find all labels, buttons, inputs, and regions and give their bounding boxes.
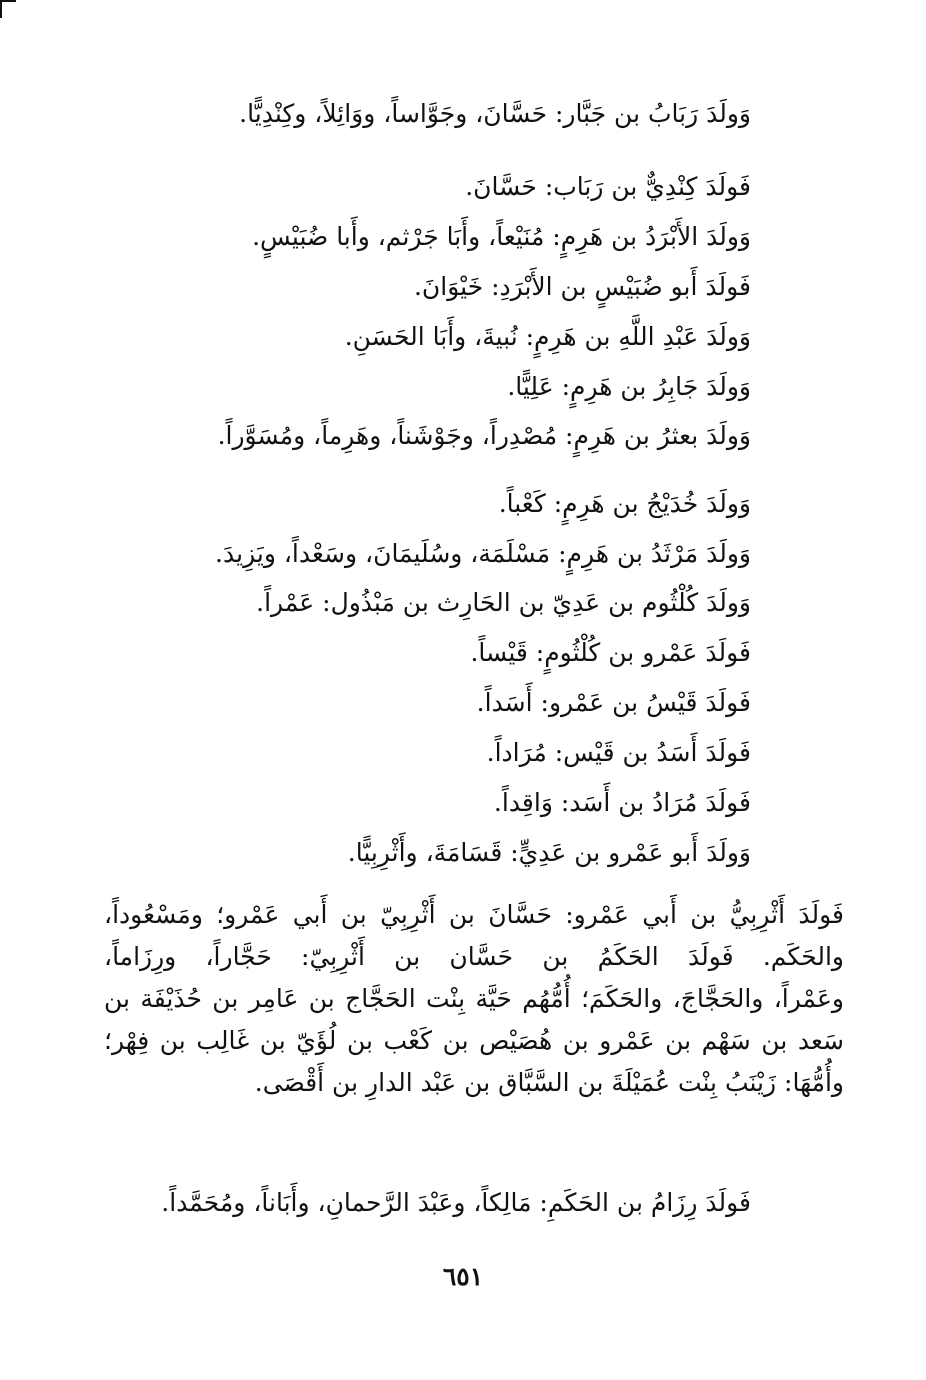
paragraph-line: سَعد بن سَهْم بن عَمْرو بن هُصَيْص بن كَعْب بن لُؤَيّ بن غَالِب بن فِهْر؛ bbox=[104, 1026, 844, 1055]
genealogy-line: وَولَدَ جَابِرُ بن هَرِمٍ: عَلِيًّا. bbox=[507, 372, 751, 401]
genealogy-line: وَولَدَ بعثرُ بن هَرِمٍ: مُصْدِراً، وجَوْشَناً، وهَرِماً، ومُسَوَّراً. bbox=[217, 421, 751, 450]
genealogy-line: فَولَدَ قَيْسُ بن عَمْرو: أَسَداً. bbox=[476, 688, 751, 717]
paragraph-line: وعَمْراً، والحَجَّاجَ، والحَكَمَ؛ أُمُّهُم حَيَّة بِنْت الحَجَّاج بن عَامِر بن حُذَيْفَة بن bbox=[104, 984, 844, 1013]
genealogy-line: فَولَدَ عَمْرو بن كُلْثُومٍ: قَيْساً. bbox=[470, 638, 751, 667]
paragraph-line: فَولَدَ أَثْرِبِيُّ بن أَبي عَمْرو: حَسَّانَ بن أَثْرِبِيّ بن أَبي عَمْرو؛ ومَسْعُوداً، bbox=[104, 900, 844, 929]
paragraph-line: والحَكَم. فَولَدَ الحَكَمُ بن حَسَّان بن أَثْرِبِيّ: حَجَّاراً، ورِزَاماً، bbox=[104, 942, 844, 971]
genealogy-line: فَولَدَ كِنْدِيٌّ بن رَبَاب: حَسَّانَ. bbox=[465, 172, 751, 201]
corner-crop-mark bbox=[0, 0, 16, 18]
genealogy-line: وَولَدَ رَبَابُ بن جَبَّار: حَسَّانَ، وجَوَّاساً، ووَائِلاً، وكِنْدِيًّا. bbox=[239, 99, 751, 128]
genealogy-paragraph bbox=[104, 894, 844, 1104]
genealogy-line: فَولَدَ أَسَدُ بن قَيْس: مُرَاداً. bbox=[486, 738, 751, 767]
genealogy-line: وَولَدَ الأَبْرَدُ بن هَرِمٍ: مُنَيْعاً، وأَبَا جَرْثم، وأَبا ضُبَيْسٍ. bbox=[252, 222, 751, 251]
genealogy-line: وَولَدَ مَرْثَدُ بن هَرِمٍ: مَسْلَمَة، وسُلَيمَانَ، وسَعْداً، ويَزِيدَ. bbox=[215, 539, 751, 568]
genealogy-line: وَولَدَ عَبْدِ اللَّهِ بن هَرِمٍ: نُبيةَ، وأَبَا الحَسَنِ. bbox=[344, 322, 751, 351]
paragraph-line: وأُمُّهَا: زَيْنَبُ بِنْت عُمَيْلَةَ بن السَّبَّاق بن عَبْد الدارِ بن أَقْصَى. bbox=[254, 1068, 844, 1097]
genealogy-line: وَولَدَ أَبو عَمْرو بن عَدِيٍّ: قَسَامَةَ، وأَثْرِبِيًّا. bbox=[347, 838, 751, 867]
genealogy-line: وَولَدَ كُلْثُوم بن عَدِيّ بن الحَارِث بن مَبْذُول: عَمْراً. bbox=[256, 588, 751, 617]
page-number: ٦٥١ bbox=[442, 1262, 484, 1291]
genealogy-line: فَولَدَ رِزَامُ بن الحَكَمِ: مَالِكاً، وعَبْدَ الرَّحمانِ، وأَبَاناً، ومُحَمَّداً. bbox=[161, 1188, 751, 1217]
genealogy-line: فَولَدَ مُرَادُ بن أَسَد: وَاقِداً. bbox=[493, 788, 751, 817]
genealogy-line: فَولَدَ أَبو ضُبَيْسٍ بن الأَبْرَدِ: خَيْوَانَ. bbox=[413, 272, 751, 301]
genealogy-line: وَولَدَ خُدَيْجُ بن هَرِمٍ: كَعْباً. bbox=[498, 489, 751, 518]
